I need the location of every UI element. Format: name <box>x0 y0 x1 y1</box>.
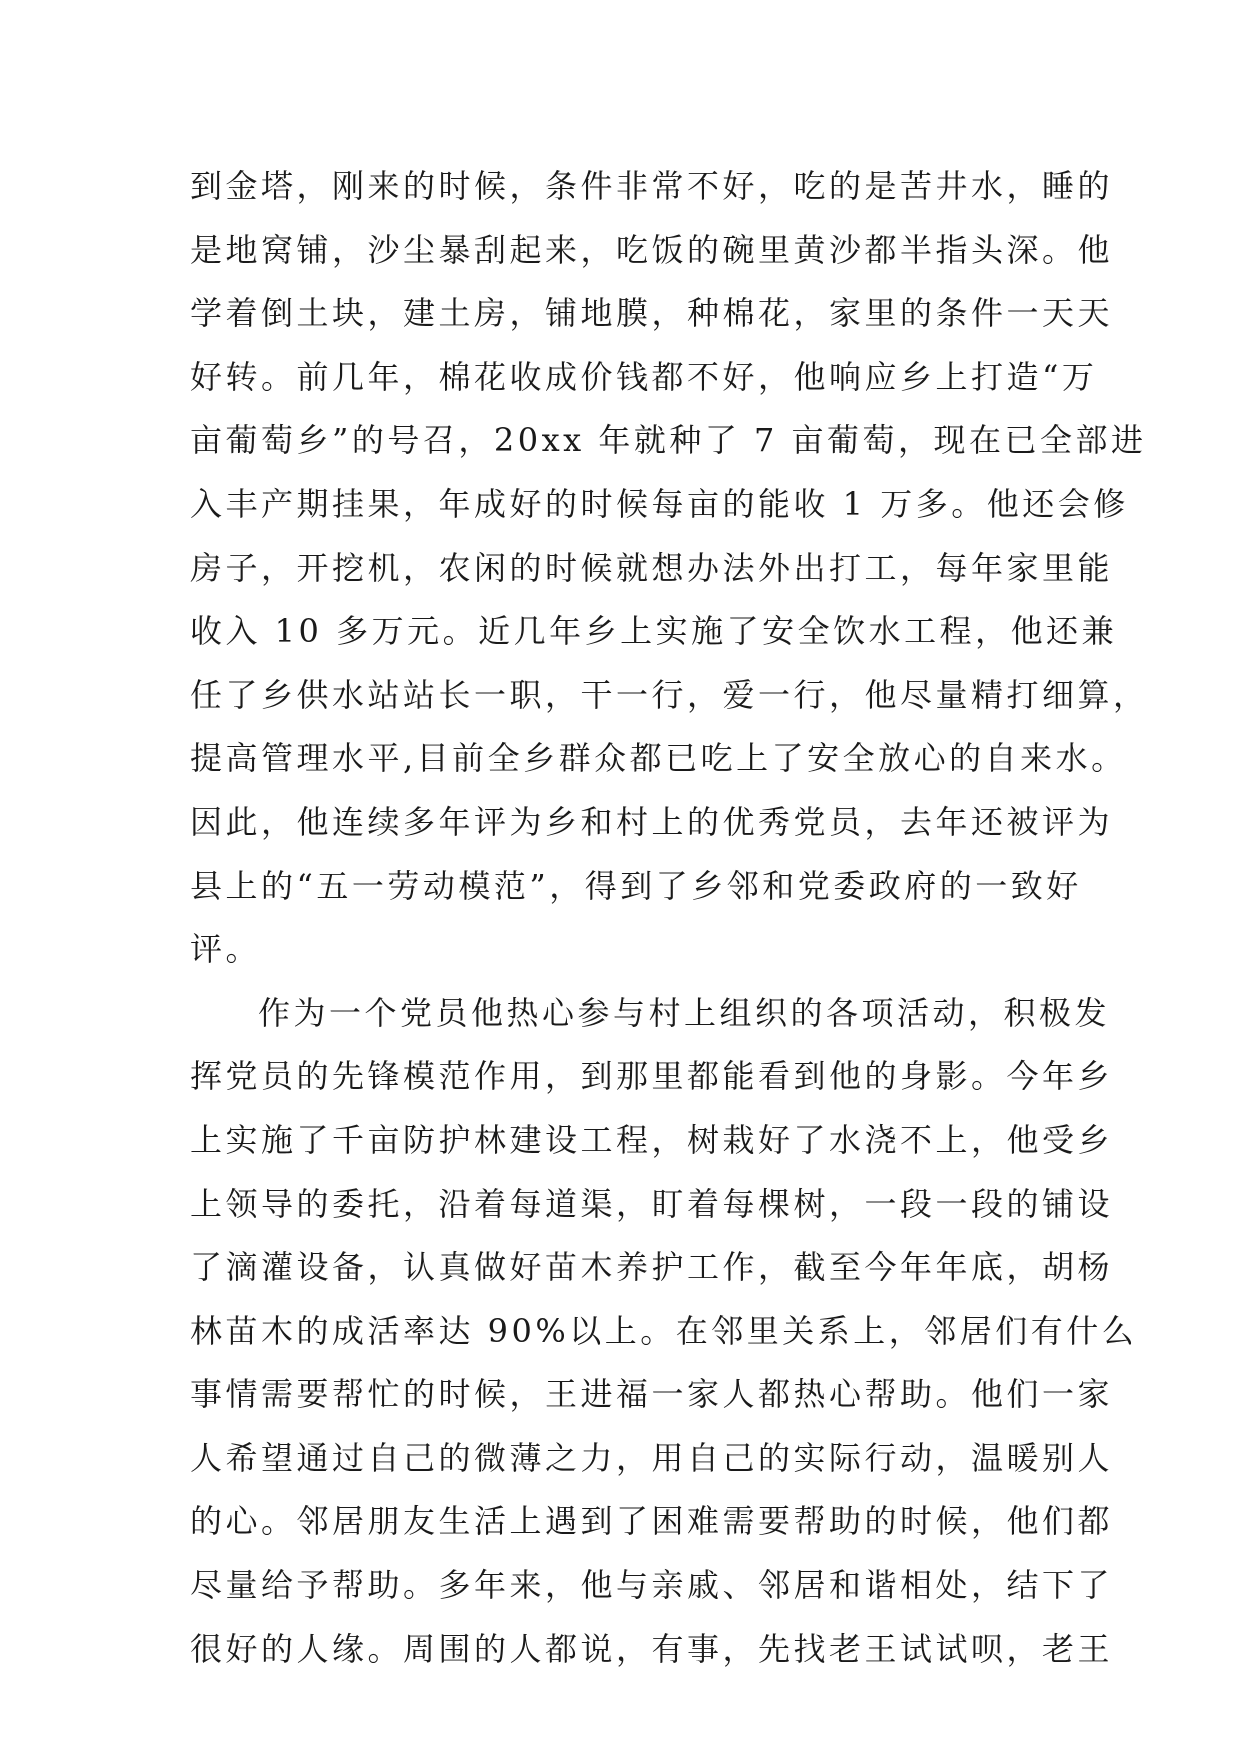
text-line: 因此，他连续多年评为乡和村上的优秀党员，去年还被评为 <box>190 802 1114 841</box>
text-line: 好转。前几年，棉花收成价钱都不好，他响应乡上打造“万 <box>190 357 1098 396</box>
text-line: 是地窝铺，沙尘暴刮起来，吃饭的碗里黄沙都半指头深。他 <box>190 230 1114 269</box>
text-line: 上实施了千亩防护林建设工程，树栽好了水浇不上，他受乡 <box>190 1120 1114 1159</box>
text-line: 到金塔，刚来的时候，条件非常不好，吃的是苦井水，睡的 <box>190 167 1114 205</box>
text-line: 作为一个党员他热心参与村上组织的各项活动，积极发 <box>258 993 1111 1032</box>
body-text <box>190 155 1149 1681</box>
paragraph <box>190 982 1138 1682</box>
text-line: 县上的“五一劳动模范”，得到了乡邻和党委政府的一致好 <box>190 866 1082 905</box>
text-line: 的心。邻居朋友生活上遇到了困难需要帮助的时候，他们都 <box>190 1502 1114 1541</box>
text-line: 任了乡供水站站长一职，干一行，爱一行，他尽量精打细算， <box>190 675 1149 714</box>
text-line: 亩葡萄乡”的号召，20xx 年就种了 7 亩葡萄，现在已全部进 <box>190 421 1147 460</box>
text-line: 评。 <box>190 930 262 969</box>
text-line: 学着倒土块，建土房，铺地膜，种棉花，家里的条件一天天 <box>190 294 1114 333</box>
text-line: 了滴灌设备，认真做好苗木养护工作，截至今年年底，胡杨 <box>190 1248 1114 1287</box>
text-line: 提高管理水平,目前全乡群众都已吃上了安全放心的自来水。 <box>190 739 1127 778</box>
text-line: 收入 10 多万元。近几年乡上实施了安全饮水工程，他还兼 <box>190 612 1118 651</box>
paragraph <box>190 155 1149 982</box>
text-line: 人希望通过自己的微薄之力，用自己的实际行动，温暖别人 <box>190 1438 1114 1477</box>
text-line: 房子，开挖机，农闲的时候就想办法外出打工，每年家里能 <box>190 548 1114 587</box>
text-line: 事情需要帮忙的时候，王进福一家人都热心帮助。他们一家 <box>190 1375 1114 1414</box>
text-line: 挥党员的先锋模范作用，到那里都能看到他的身影。今年乡 <box>190 1057 1114 1096</box>
text-line: 尽量给予帮助。多年来，他与亲戚、邻居和谐相处，结下了 <box>190 1566 1114 1605</box>
text-line: 林苗木的成活率达 90%以上。在邻里关系上，邻居们有什么 <box>190 1311 1138 1350</box>
text-line: 入丰产期挂果，年成好的时候每亩的能收 1 万多。他还会修 <box>190 484 1129 523</box>
text-line: 上领导的委托，沿着每道渠，盯着每棵树，一段一段的铺设 <box>190 1184 1114 1223</box>
text-line: 很好的人缘。周围的人都说，有事，先找老王试试呗，老王 <box>190 1629 1114 1668</box>
